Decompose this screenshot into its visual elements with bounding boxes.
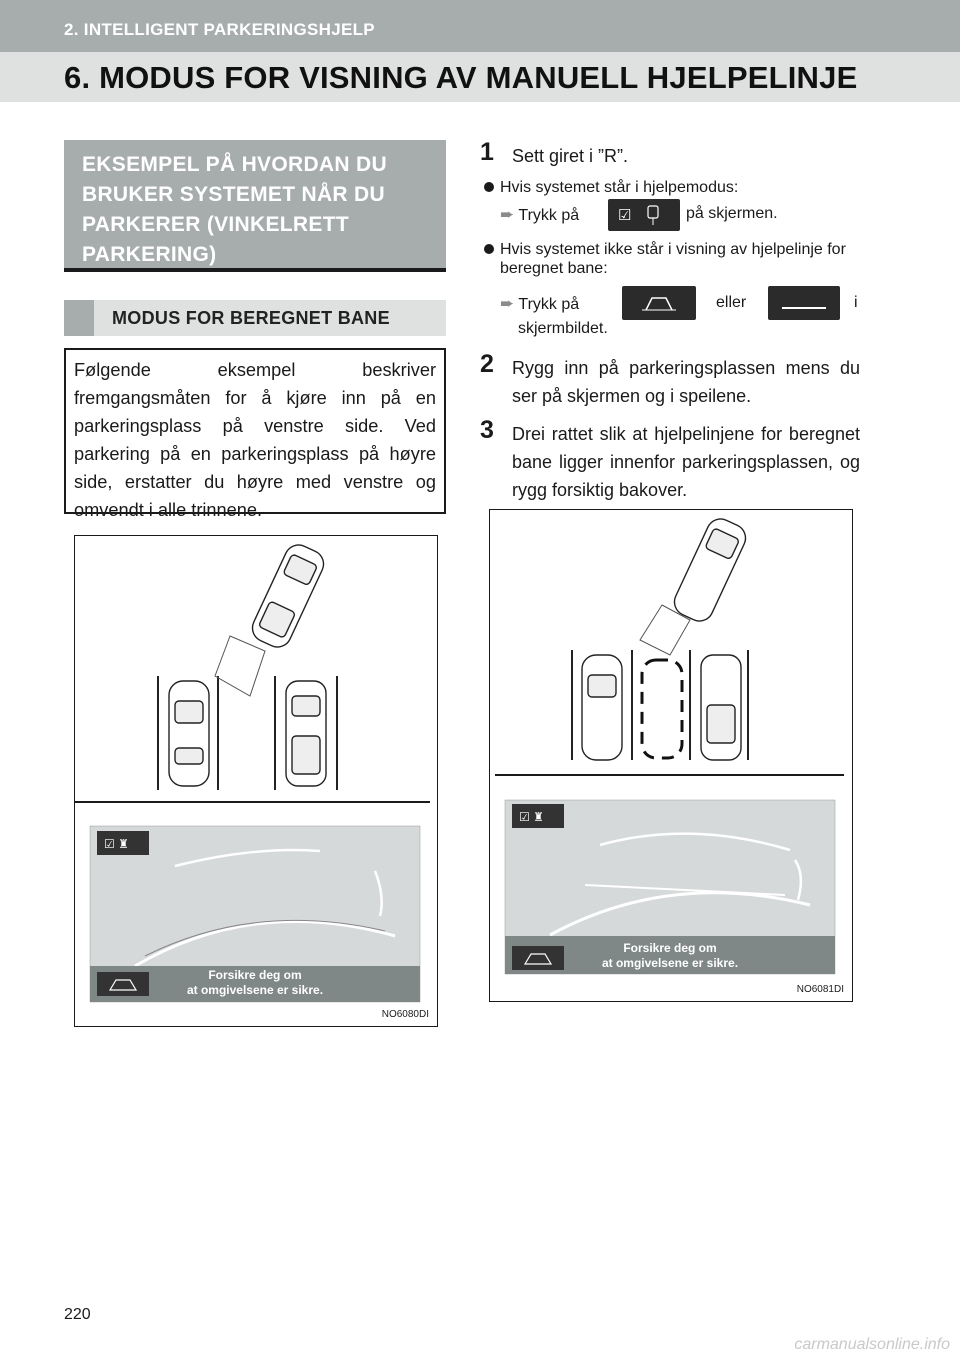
bullet-text: Hvis systemet står i hjelpemodus: [500, 179, 739, 196]
assist-mode-button[interactable] [608, 199, 680, 231]
target-space-outline [642, 660, 682, 758]
chapter-header [0, 0, 960, 52]
bullet-2 [484, 240, 860, 278]
bullet-text: Hvis systemet ikke står i visning av hjelpelinje for beregnet bane: [500, 241, 846, 277]
step-3 [480, 416, 860, 504]
parking-guide-button[interactable] [768, 286, 840, 320]
screen-message-line2: at omgivelsene er sikre. [186, 983, 324, 997]
figure-parking-left [74, 535, 438, 1027]
step-1 [480, 138, 860, 170]
page-number: 220 [64, 1306, 91, 1323]
intro-box [64, 348, 446, 520]
parked-car-left [582, 655, 622, 760]
screen-message-line1: Forsikre deg om [623, 941, 717, 955]
step-2 [480, 350, 860, 410]
action-text-end: skjermbildet. [518, 320, 608, 337]
bullet-icon [484, 244, 494, 254]
action-line-2 [500, 294, 860, 340]
figure-parking-guide [489, 509, 853, 1002]
intro-text: Følgende eksempel beskriver fremgangsmåten for å kjøre inn på en parkeringsplass på venstre side. Ved parkering på en parkeringsplass på høyre side, erstatter du høyre med venstre og omvendt i alle trinnene. [74, 360, 436, 520]
action-text-before: Trykk på [518, 207, 580, 224]
section-title: EKSEMPEL PÅ HVORDAN DU BRUKER SYSTEMET NÅR DU PARKERER (VINKELRETT PARKERING) [82, 153, 387, 266]
subsection-marker [64, 300, 94, 336]
parked-car-left [169, 681, 209, 786]
step-number: 1 [480, 138, 494, 166]
svg-text:☑: ☑ [618, 207, 632, 224]
reversing-car [248, 540, 328, 651]
step-text: Sett giret i ”R”. [512, 146, 629, 166]
action-line-1 [500, 205, 860, 225]
arrow-icon: ➨ [500, 294, 515, 313]
estimated-path-button[interactable] [622, 286, 696, 320]
svg-text:☑ ♜: ☑ ♜ [519, 810, 544, 824]
figure-code: NO6080DI [381, 1009, 429, 1020]
figure-illustration [490, 510, 851, 1000]
page-title: 6. MODUS FOR VISNING AV MANUELL HJELPELINJE [64, 60, 858, 95]
bullet-1 [484, 178, 860, 197]
arrow-icon: ➨ [500, 205, 515, 224]
step-text: Rygg inn på parkeringsplassen mens du ser på skjermen og i speilene. [512, 358, 860, 406]
action-text-after: på skjermen. [686, 205, 778, 222]
subsection-title: MODUS FOR BEREGNET BANE [112, 308, 390, 328]
step-number: 2 [480, 350, 494, 378]
svg-text:☑ ♜: ☑ ♜ [104, 837, 129, 851]
bullet-icon [484, 182, 494, 192]
chapter-title: 2. INTELLIGENT PARKERINGSHJELP [64, 20, 375, 39]
screen-message-line1: Forsikre deg om [208, 968, 302, 982]
figure-illustration [75, 536, 436, 1025]
parked-car-right [701, 655, 741, 760]
figure-code: NO6081DI [796, 984, 844, 995]
step-text: Drei rattet slik at hjelpelinjene for beregnet bane ligger innenfor parkeringsplassen, og rygg forsiktig bakover. [512, 424, 860, 500]
action-text-before: Trykk på [518, 296, 580, 313]
step-number: 3 [480, 416, 494, 444]
section-title-box [64, 140, 446, 272]
parked-car-right [286, 681, 326, 786]
screen-message-line2: at omgivelsene er sikre. [601, 956, 739, 970]
action-text-after: i [854, 294, 858, 311]
reversing-car [670, 514, 750, 625]
action-text-mid: eller [716, 294, 747, 311]
footer-watermark: carmanualsonline.info [794, 1336, 950, 1353]
subsection-title-box [64, 300, 446, 336]
page-header [0, 52, 960, 102]
